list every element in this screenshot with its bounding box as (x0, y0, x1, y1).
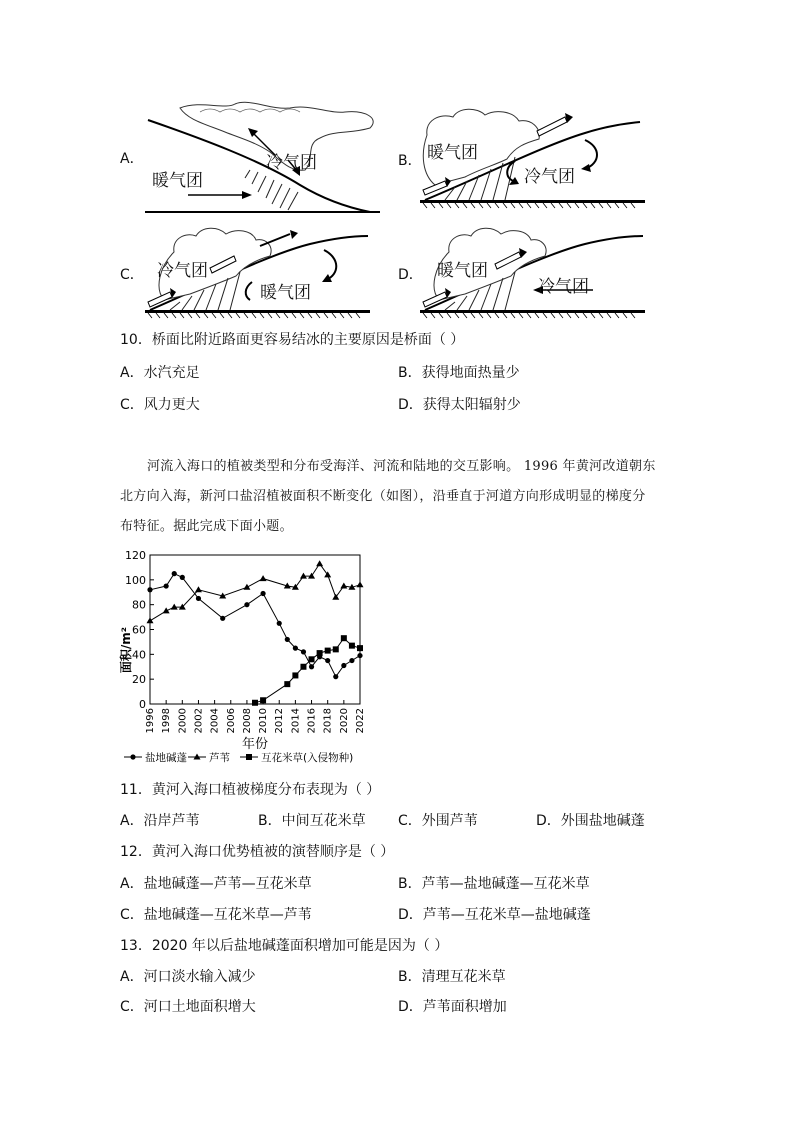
chart-x-axis-label: 年份 (241, 737, 269, 752)
chart-series-1 (147, 560, 364, 623)
chart-data-point (285, 637, 290, 642)
chart-x-tick-label: 2022 (355, 708, 366, 734)
chart-data-point (325, 658, 330, 663)
chart-data-point (316, 560, 323, 566)
q13-stem: 13．2020 年以后盐地碱蓬面积增加可能是因为（ ） (120, 938, 449, 954)
q11-option-c[interactable]: C．外围芦苇 (398, 813, 478, 829)
chart-data-point (252, 700, 258, 706)
chart-x-tick-label: 2010 (258, 708, 270, 734)
chart-data-point (309, 656, 315, 662)
diagram-a-warm-front (140, 100, 385, 220)
chart-data-point (260, 591, 265, 596)
chart-x-tick-label: 2004 (209, 708, 221, 734)
chart-data-point (333, 674, 338, 679)
q10-option-b[interactable]: B．获得地面热量少 (398, 365, 520, 381)
chart-x-tick-label: 1998 (161, 708, 173, 734)
chart-data-point (260, 697, 266, 703)
diagram-b-top-label: 暖气团 (427, 143, 478, 163)
chart-y-tick-label: 80 (132, 598, 146, 612)
chart-data-point (340, 583, 347, 589)
chart-y-axis-label: 面积/m² (119, 626, 133, 674)
q11-option-b[interactable]: B．中间互花米草 (258, 813, 366, 829)
chart-x-tick-label: 2008 (241, 708, 253, 734)
chart-y-tick-label: 120 (125, 549, 146, 562)
chart-data-point (180, 575, 185, 580)
q13-option-c[interactable]: C．河口土地面积增大 (120, 999, 256, 1015)
chart-data-point (195, 586, 202, 592)
passage-line-3: 布特征。据此完成下面小题。 (120, 519, 293, 534)
legend-label: 盐地碱蓬 (145, 752, 187, 764)
q10-option-d[interactable]: D．获得太阳辐射少 (398, 397, 521, 413)
chart-data-point (349, 643, 355, 649)
q11-option-d[interactable]: D．外围盐地碱蓬 (536, 813, 645, 829)
chart-y-tick-label: 0 (139, 698, 146, 711)
q13-option-a[interactable]: A．河口淡水输入减少 (120, 969, 256, 985)
chart-data-point (357, 645, 363, 651)
q12-option-c[interactable]: C．盐地碱蓬—互花米草—芦苇 (120, 907, 312, 923)
chart-x-tick-label: 2016 (306, 708, 318, 734)
chart-x-tick-label: 2018 (322, 708, 334, 734)
diagram-a-bottom-label: 暖气团 (152, 171, 203, 191)
q10-option-a[interactable]: A．水汽充足 (120, 365, 200, 381)
q10-option-c[interactable]: C．风力更大 (120, 397, 200, 413)
chart-data-point (244, 602, 249, 607)
chart-data-point (333, 646, 339, 652)
diagram-d-letter: D． (398, 267, 423, 283)
chart-series-line (255, 638, 360, 703)
chart-data-point (220, 616, 225, 621)
chart-series-2 (252, 635, 363, 706)
diagram-a-top-label: 冷气团 (266, 153, 317, 173)
chart-x-tick-label: 2000 (177, 708, 189, 734)
q10-stem: 10．桥面比附近路面更容易结冰的主要原因是桥面（ ） (120, 332, 465, 348)
chart-data-point (300, 664, 306, 670)
chart-data-point (163, 607, 170, 613)
diagram-a-letter: A． (120, 151, 144, 167)
chart-data-point (349, 658, 354, 663)
passage-line-1: 河流入海口的植被类型和分布受海洋、河流和陆地的交互影响。 1996 年黄河改道朝东 (147, 459, 656, 474)
diagram-b-bottom-label: 冷气团 (524, 167, 575, 187)
legend-label: 芦苇 (209, 752, 230, 764)
legend-marker (130, 754, 135, 759)
chart-y-tick-label: 40 (132, 648, 146, 662)
chart-x-tick-label: 2012 (274, 708, 286, 734)
chart-data-point (147, 617, 154, 623)
vegetation-area-chart (110, 545, 410, 775)
q13-option-d[interactable]: D．芦苇面积增加 (398, 999, 507, 1015)
diagram-d-top-label: 暖气团 (437, 261, 488, 281)
chart-data-point (309, 664, 314, 669)
chart-data-point (325, 648, 331, 654)
diagram-b-letter: B． (398, 153, 422, 169)
chart-data-point (341, 663, 346, 668)
legend-marker (246, 754, 252, 760)
q12-option-a[interactable]: A．盐地碱蓬—芦苇—互花米草 (120, 876, 312, 892)
chart-data-point (260, 575, 267, 581)
q12-stem: 12．黄河入海口优势植被的演替顺序是（ ） (120, 844, 395, 860)
chart-x-tick-label: 2020 (338, 708, 350, 734)
chart-data-point (357, 581, 364, 587)
q11-stem: 11．黄河入海口植被梯度分布表现为（ ） (120, 782, 381, 798)
q12-option-b[interactable]: B．芦苇—盐地碱蓬—互花米草 (398, 876, 590, 892)
chart-x-tick-label: 2002 (193, 708, 205, 734)
q13-option-b[interactable]: B．清理互花米草 (398, 969, 506, 985)
chart-data-point (357, 653, 362, 658)
diagram-c-top-label: 冷气团 (157, 261, 208, 281)
chart-data-point (196, 596, 201, 601)
chart-x-tick-label: 1996 (145, 708, 156, 734)
chart-y-tick-label: 60 (132, 623, 146, 637)
chart-data-point (164, 583, 169, 588)
chart-x-tick-label: 2006 (225, 708, 237, 734)
legend-label: 互花米草(入侵物种) (261, 752, 354, 764)
diagram-d-bottom-label: 冷气团 (538, 277, 589, 297)
passage-line-2: 北方向入海，新河口盐沼植被面积不断变化（如图），沿垂直于河道方向形成明显的梯度分 (120, 489, 646, 504)
chart-y-tick-label: 20 (132, 673, 146, 687)
diagram-c-bottom-label: 暖气团 (260, 283, 311, 303)
chart-data-point (292, 672, 298, 678)
diagram-c-letter: C． (120, 267, 144, 283)
chart-data-point (284, 681, 290, 687)
chart-data-point (277, 621, 282, 626)
chart-series-line (150, 564, 360, 621)
chart-x-tick-label: 2014 (290, 708, 302, 734)
chart-data-point (147, 587, 152, 592)
chart-y-tick-label: 100 (125, 573, 146, 587)
chart-data-point (317, 650, 323, 656)
chart-data-point (301, 649, 306, 654)
q12-option-d[interactable]: D．芦苇—互花米草—盐地碱蓬 (398, 907, 591, 923)
q11-option-a[interactable]: A．沿岸芦苇 (120, 813, 200, 829)
chart-data-point (243, 584, 250, 590)
chart-series-0 (147, 571, 362, 679)
chart-data-point (293, 646, 298, 651)
chart-data-point (172, 571, 177, 576)
chart-data-point (341, 635, 347, 641)
